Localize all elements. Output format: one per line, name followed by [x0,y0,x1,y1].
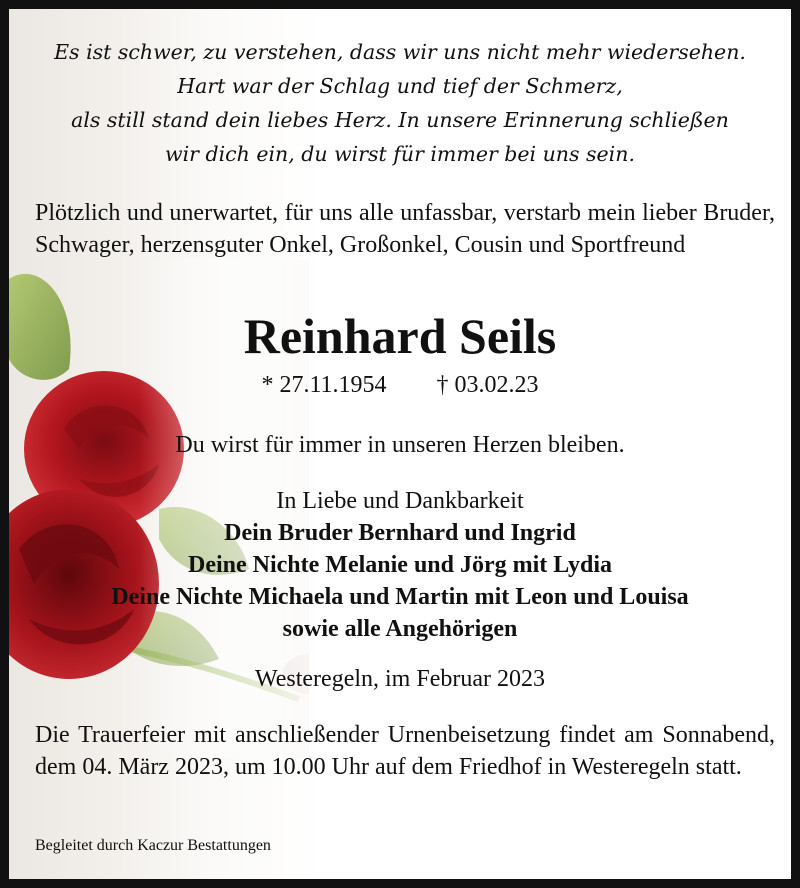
place-date: Westeregeln, im Februar 2023 [255,666,545,692]
funeral-info: Die Trauerfeier mit anschließender Urnenbeisetzung findet am Sonnabend, dem 04. März 2023, um 10.00 Uhr auf dem Friedhof in Westeregeln statt. [35,722,775,780]
verse-block [9,35,791,171]
verse-line: Hart war der Schlag und tief der Schmerz, [177,74,623,98]
life-dates [9,369,791,401]
death-date: † 03.02.23 [436,372,539,398]
deceased-name: Reinhard Seils [243,308,557,364]
intro-text: Plötzlich und unerwartet, für uns alle unfassbar, verstarb mein lieber Bruder, Schwager, herzensguter Onkel, Großonkel, Cousin und Sportfreund [35,200,775,258]
mourners-block [9,485,791,645]
birth-date: * 27.11.1954 [261,372,387,398]
mourner-line: Deine Nichte Michaela und Martin mit Leon und Louisa [111,584,689,610]
mourner-line: Deine Nichte Melanie und Jörg mit Lydia [188,552,612,578]
mourner-line: Dein Bruder Bernhard und Ingrid [224,520,576,546]
verse-line: wir dich ein, du wirst für immer bei uns sein. [165,142,635,166]
verse-line: als still stand dein liebes Herz. In unsere Erinnerung schließen [71,108,729,132]
mourners-heading: In Liebe und Dankbarkeit [276,488,524,514]
mourner-line: sowie alle Angehörigen [282,616,518,642]
verse-line: Es ist schwer, zu verstehen, dass wir uns nicht mehr wiedersehen. [54,40,746,64]
motto-text: Du wirst für immer in unseren Herzen bleiben. [175,432,625,458]
funeral-home-credit: Begleitet durch Kaczur Bestattungen [35,837,271,854]
